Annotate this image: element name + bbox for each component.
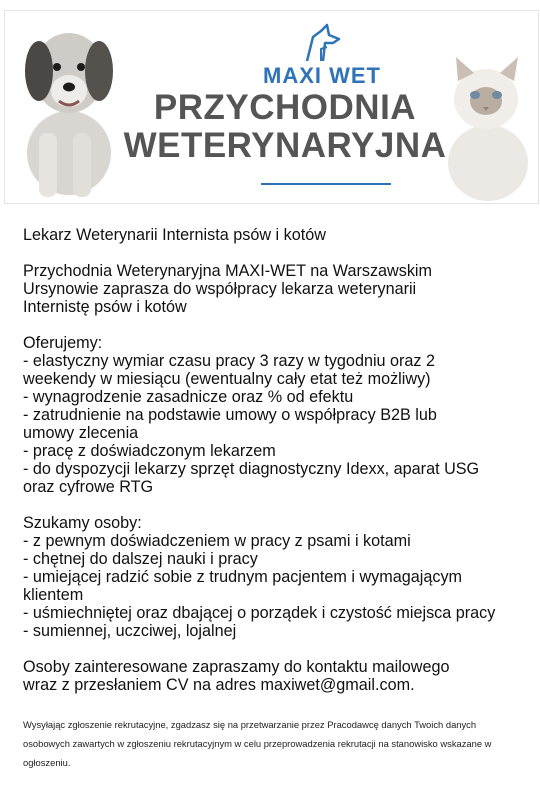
disclaimer-line: ogłoszeniu. — [23, 757, 71, 768]
seeking-line: - sumiennej, uczciwej, lojalnej — [23, 622, 237, 640]
banner-headline — [123, 89, 447, 165]
banner-divider — [261, 183, 391, 185]
contact-line: Osoby zainteresowane zapraszamy do kontaktu mailowego — [23, 658, 450, 676]
intro-line: Internistę psów i kotów — [23, 298, 187, 316]
disclaimer-line: Wysyłając zgłoszenie rekrutacyjne, zgadzasz się na przetwarzanie przez Pracodawcę danych Twoich danych — [23, 719, 477, 730]
job-ad-body — [23, 226, 535, 694]
seeking-line: klientem — [23, 586, 84, 604]
offer-heading: Oferujemy: — [23, 334, 103, 352]
job-title: Lekarz Weterynarii Internista psów i kotów — [23, 226, 326, 244]
offer-line: - wynagrodzenie zasadnicze oraz % od efektu — [23, 388, 354, 406]
seeking-heading: Szukamy osoby: — [23, 514, 142, 532]
seeking-line: - umiejącej radzić sobie z trudnym pacjentem i wymagającym — [23, 568, 463, 586]
offer-line: - zatrudnienie na podstawie umowy o współpracy B2B lub — [23, 406, 437, 424]
intro-line: Przychodnia Weterynaryjna MAXI-WET na Warszawskim — [23, 262, 432, 280]
offer-line: - pracę z doświadczonym lekarzem — [23, 442, 276, 460]
offer-line: - elastyczny wymiar czasu pracy 3 razy w tygodniu oraz 2 — [23, 352, 436, 370]
intro-line: Ursynowie zaprasza do współpracy lekarza weterynarii — [23, 280, 417, 298]
seeking-line: - chętnej do dalszej nauki i pracy — [23, 550, 258, 568]
offer-line: weekendy w miesiącu (ewentualny cały etat też możliwy) — [23, 370, 431, 388]
headline-line-2: WETERYNARYJNA — [123, 126, 447, 165]
cat-photo — [434, 51, 536, 203]
disclaimer-line: osobowych zawartych w zgłoszeniu rekrutacyjnym w celu przeprowadzenia rekrutacji na stanowisko wskazane w — [23, 738, 492, 749]
brand-logo — [251, 21, 393, 95]
offer-line: oraz cyfrowe RTG — [23, 478, 154, 496]
header-banner — [4, 10, 539, 204]
seeking-line: - z pewnym doświadczeniem w pracy z psami i kotami — [23, 532, 411, 550]
contact-line: wraz z przesłaniem CV na adres maxiwet@gmail.com. — [23, 676, 415, 694]
gdpr-disclaimer — [23, 715, 535, 772]
logo-text: MAXI WET — [263, 63, 381, 88]
seeking-line: - uśmiechniętej oraz dbającej o porządek i czystość miejsca pracy — [23, 604, 496, 622]
headline-line-1: PRZYCHODNIA — [153, 88, 417, 127]
dog-cat-logo-icon — [299, 21, 347, 69]
offer-line: umowy zlecenia — [23, 424, 139, 442]
offer-line: - do dyspozycji lekarzy sprzęt diagnostyczny Idexx, aparat USG — [23, 460, 480, 478]
dog-photo — [9, 13, 127, 201]
